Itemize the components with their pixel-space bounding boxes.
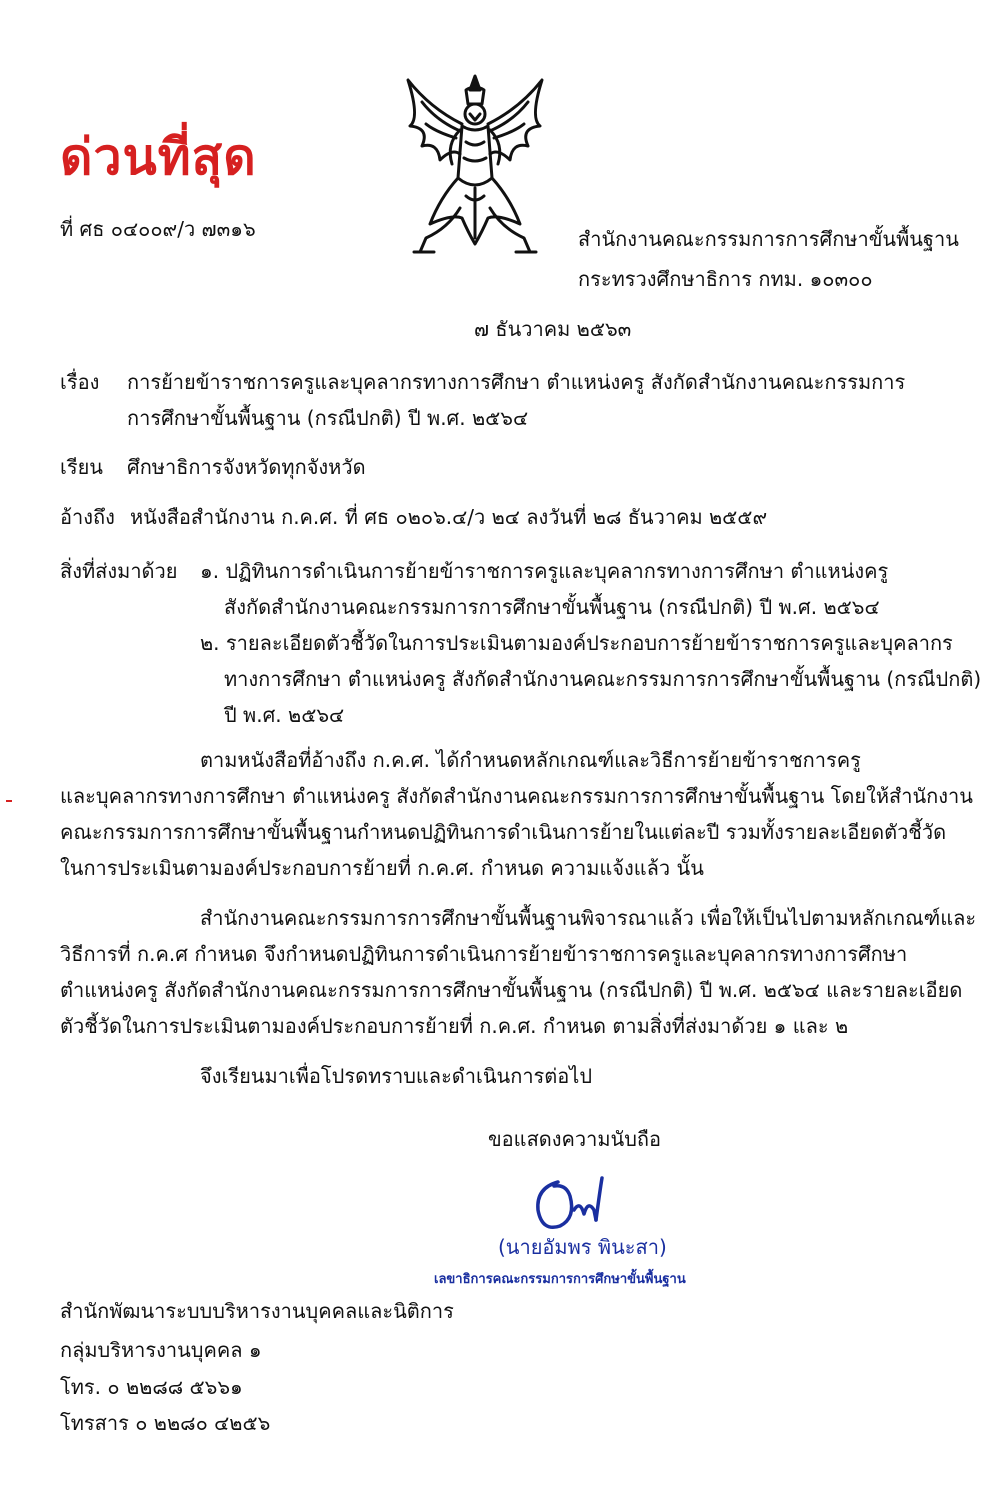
agency-name: สำนักงานคณะกรรมการการศึกษาขั้นพื้นฐาน xyxy=(578,227,959,251)
document-number: ที่ ศธ ๐๔๐๐๙/ว ๗๓๑๖ xyxy=(60,217,256,241)
footer-phone: โทร. ๐ ๒๒๘๘ ๕๖๖๑ xyxy=(60,1375,243,1399)
enclosure-1-line-2: สังกัดสำนักงานคณะกรรมการการศึกษาขั้นพื้นฐาน (กรณีปกติ) ปี พ.ศ. ๒๕๖๔ xyxy=(224,595,880,619)
body-para-1-line-3: คณะกรรมการการศึกษาขั้นพื้นฐานกำหนดปฏิทินการดำเนินการย้ายในแต่ละปี รวมทั้งรายละเอียดตัวชี้วัด xyxy=(60,820,947,844)
urgency-stamp: ด่วนที่สุด xyxy=(60,127,257,186)
signatory-name: (นายอัมพร พินะสา) xyxy=(498,1235,667,1259)
reference-text: หนังสือสำนักงาน ก.ค.ศ. ที่ ศธ ๐๒๐๖.๔/ว ๒๔ ลงวันที่ ๒๘ ธันวาคม ๒๕๕๙ xyxy=(130,505,768,529)
reference-label: อ้างถึง xyxy=(60,505,115,529)
closing-request: จึงเรียนมาเพื่อโปรดทราบและดำเนินการต่อไป xyxy=(200,1064,593,1088)
garuda-emblem-icon xyxy=(400,68,550,260)
recipient: ศึกษาธิการจังหวัดทุกจังหวัด xyxy=(127,455,366,479)
agency-address: กระทรวงศึกษาธิการ กทม. ๑๐๓๐๐ xyxy=(578,267,873,291)
body-para-2-line-3: ตำแหน่งครู สังกัดสำนักงานคณะกรรมการการศึกษาขั้นพื้นฐาน (กรณีปกติ) ปี พ.ศ. ๒๕๖๔ และรายละเอียด xyxy=(60,978,963,1002)
enclosure-2-line-3: ปี พ.ศ. ๒๕๖๔ xyxy=(224,703,345,727)
footer-fax: โทรสาร ๐ ๒๒๘๐ ๔๒๕๖ xyxy=(60,1411,271,1435)
salutation: ขอแสดงความนับถือ xyxy=(488,1127,662,1151)
handwritten-signature-icon xyxy=(530,1170,620,1238)
enclosure-1-line-1: ๑. ปฏิทินการดำเนินการย้ายข้าราชการครูและบุคลากรทางการศึกษา ตำแหน่งครู xyxy=(200,559,889,583)
body-para-2-line-1: สำนักงานคณะกรรมการการศึกษาขั้นพื้นฐานพิจารณาแล้ว เพื่อให้เป็นไปตามหลักเกณฑ์และ xyxy=(200,906,977,930)
subject-label: เรื่อง xyxy=(60,370,100,394)
body-para-1-line-2: และบุคลากรทางการศึกษา ตำแหน่งครู สังกัดสำนักงานคณะกรรมการการศึกษาขั้นพื้นฐาน โดยให้สำนักงาน xyxy=(60,784,973,808)
footer-group: กลุ่มบริหารงานบุคคล ๑ xyxy=(60,1338,262,1362)
body-para-2-line-2: วิธีการที่ ก.ค.ศ กำหนด จึงกำหนดปฏิทินการดำเนินการย้ายข้าราชการครูและบุคลากรทางการศึกษา xyxy=(60,942,908,966)
enclosures-label: สิ่งที่ส่งมาด้วย xyxy=(60,559,178,583)
body-para-1-line-4: ในการประเมินตามองค์ประกอบการย้ายที่ ก.ค.ศ. กำหนด ความแจ้งแล้ว นั้น xyxy=(60,856,704,880)
body-para-2-line-4: ตัวชี้วัดในการประเมินตามองค์ประกอบการย้ายที่ ก.ค.ศ. กำหนด ตามสิ่งที่ส่งมาด้วย ๑ และ ๒ xyxy=(60,1014,849,1038)
signatory-title: เลขาธิการคณะกรรมการการศึกษาขั้นพื้นฐาน xyxy=(434,1272,686,1287)
margin-mark xyxy=(6,800,12,802)
recipient-label: เรียน xyxy=(60,455,103,479)
footer-office: สำนักพัฒนาระบบบริหารงานบุคคลและนิติการ xyxy=(60,1299,454,1323)
letter-date: ๗ ธันวาคม ๒๕๖๓ xyxy=(474,317,632,341)
body-para-1-line-1: ตามหนังสือที่อ้างถึง ก.ค.ศ. ได้กำหนดหลักเกณฑ์และวิธีการย้ายข้าราชการครู xyxy=(200,748,861,772)
enclosure-2-line-2: ทางการศึกษา ตำแหน่งครู สังกัดสำนักงานคณะกรรมการการศึกษาขั้นพื้นฐาน (กรณีปกติ) xyxy=(224,667,982,691)
subject-line-1: การย้ายข้าราชการครูและบุคลากรทางการศึกษา ตำแหน่งครู สังกัดสำนักงานคณะกรรมการ xyxy=(127,370,906,394)
subject-line-2: การศึกษาขั้นพื้นฐาน (กรณีปกติ) ปี พ.ศ. ๒๕๖๔ xyxy=(127,406,529,430)
enclosure-2-line-1: ๒. รายละเอียดตัวชี้วัดในการประเมินตามองค์ประกอบการย้ายข้าราชการครูและบุคลากร xyxy=(200,631,953,655)
